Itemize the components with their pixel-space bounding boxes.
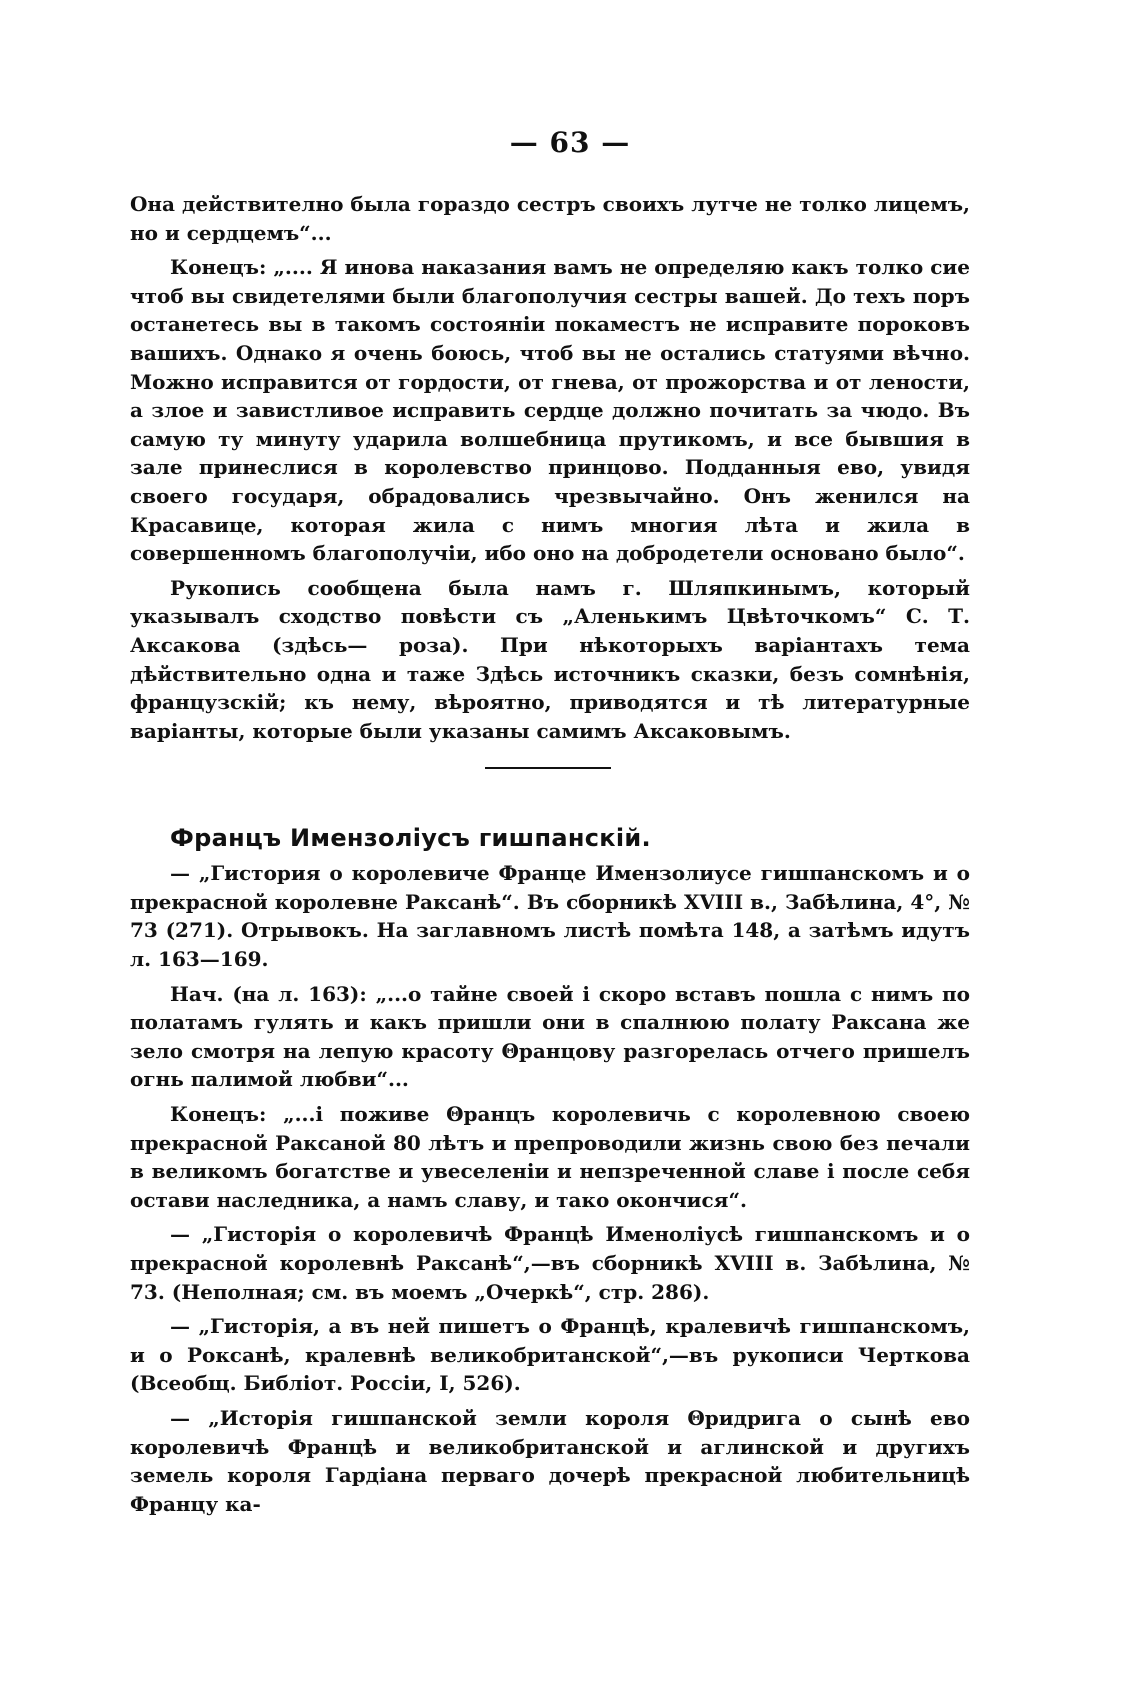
text-column [130,190,970,1518]
paragraph-entry-zabelin: — „Гистория о королевиче Франце Имензолиусе гишпанскомъ и о прекрасной королевне Раксанѣ“. Въ сборникѣ XVIII в., Забѣлина, 4°, № 73 (271). Отрывокъ. На заглавномъ листѣ помѣта 148, а затѣмъ идутъ л. 163—169. [130,861,970,972]
paragraph-entry-history: — „Исторiя гишпанской земли короля Θридрига о сынѣ ево королевичѣ Францѣ и великобританской и аглинской и другихъ земель короля Гардiана перваго дочерѣ прекрасной любительницѣ Францу ка- [130,1405,970,1516]
paragraph-entry-variant: — „Гисторiя о королевичѣ Францѣ Именолiусѣ гишпанскомъ и о прекрасной королевнѣ Раксанѣ“,—въ сборникѣ XVIII в. Забѣлина, № 73. (Неполная; см. въ моемъ „Очеркѣ“, стр. 286). [130,1222,970,1304]
section-heading: Францъ Имензолiусъ гишпанскiй. [170,824,651,853]
paragraph-continuation: Она действително была гораздо сестръ своихъ лутче не толко лицемъ, но и сердцемъ“... [130,192,970,245]
section-divider [485,767,611,769]
page-number: — 63 — [509,126,631,159]
paragraph-ending-quote-2: Конецъ: „...i поживе Θранцъ королевичь с королевною своею прекрасной Раксаной 80 лѣтъ и препроводили жизнь свою без печали в великомъ богатстве и увеселенiи и непзреченной славе i после себя остави наследника, а намъ славу, и тако окончися“. [130,1102,970,1212]
paragraph-ending-quote: Конецъ: „.... Я инова наказания вамъ не определяю какъ толко сие чтоб вы свидетелями были благополучия сестры вашей. До техъ поръ останетесь вы в такомъ состоянiи покаместъ не исправите пороковъ вашихъ. Однако я очень боюсь, чтоб вы не остались статуями вѣчно. Можно исправится от гордости, от гнева, от прожорства и от лености, а злое и завистливое исправить сердце должно почитать за чюдо. Въ самую ту минуту ударила волшебница прутикомъ, и все бывшия в зале принеслися в королевство принцово. Подданныя ево, увидя своего государя, обрадовались чрезвычайно. Онъ женился на Красавице, которая жила с нимъ многия лѣта и жила в совершенномъ благополучiи, ибо оно на добродетели основано было“. [130,255,970,566]
paragraph-manuscript-note: Рукопись сообщена была намъ г. Шляпкинымъ, который указывалъ сходство повѣсти съ „Аленькимъ Цвѣточкомъ“ С. Т. Аксакова (здѣсь— роза). При нѣкоторыхъ варiантахъ тема дѣйствительно одна и таже Здѣсь источникъ сказки, безъ сомнѣнiя, французскiй; къ нему, вѣроятно, приводятся и тѣ литературные варiанты, которые были указаны самимъ Аксаковымъ. [130,575,970,743]
paragraph-beginning-quote: Нач. (на л. 163): „...о тайне своей i скоро вставъ пошла с нимъ по полатамъ гулять и какъ пришли они в спалнюю полату Раксана же зело смотря на лепую красоту Θранцову разгорелась отчего пришелъ огнь палимой любви“... [130,981,970,1092]
paragraph-entry-chertkov: — „Гисторiя, а въ ней пишетъ о Францѣ, кралевичѣ гишпанскомъ, и о Роксанѣ, кралевнѣ великобританской“,—въ рукописи Черткова (Всеобщ. Библiот. Россiи, I, 526). [130,1314,970,1396]
